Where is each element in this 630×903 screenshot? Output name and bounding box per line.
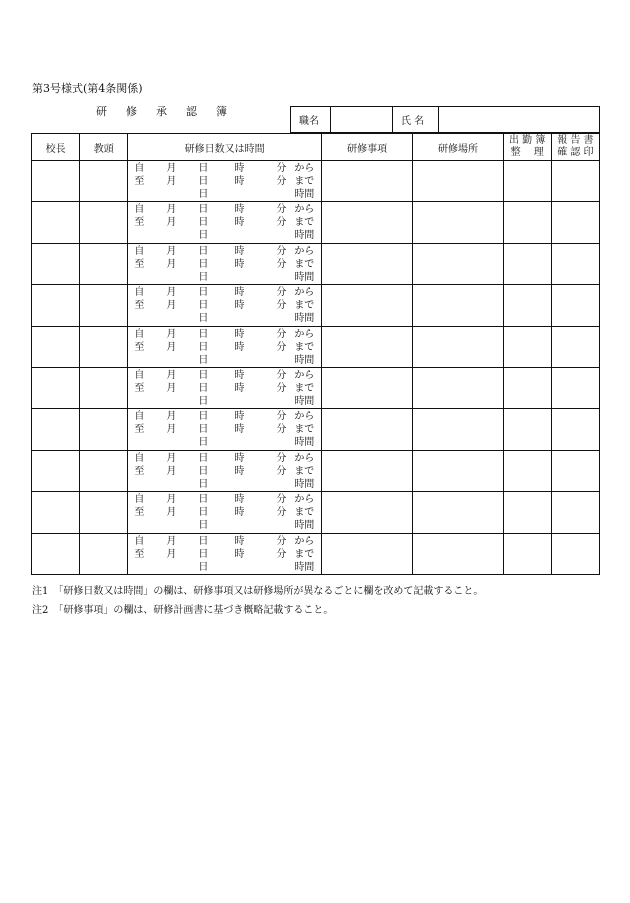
to-suffix: まで — [294, 176, 315, 187]
vice-principal-seal-cell[interactable] — [80, 492, 128, 533]
vice-principal-seal-cell[interactable] — [80, 161, 128, 202]
from-minute-unit: 分 — [276, 535, 287, 547]
report-cell[interactable] — [551, 326, 599, 367]
to-hour-unit: 時 — [234, 465, 245, 477]
to-label: 至 — [134, 217, 145, 229]
report-cell[interactable] — [551, 243, 599, 284]
to-hour-unit: 時 — [234, 382, 245, 394]
attendance-cell[interactable] — [503, 533, 551, 574]
to-minute-unit: 分 — [276, 258, 287, 270]
to-suffix: まで — [294, 507, 315, 519]
period-cell[interactable] — [128, 285, 322, 326]
header-report-line2: 確 認 印 — [557, 147, 594, 158]
report-cell[interactable] — [551, 367, 599, 408]
from-suffix: から — [294, 245, 315, 257]
from-minute-unit: 分 — [276, 204, 287, 216]
header-attendance-line1: 出 勤 簿 — [509, 135, 546, 146]
hours-unit: 時間 — [294, 189, 315, 200]
days-unit: 日 — [198, 313, 209, 325]
from-hour-unit: 時 — [234, 452, 245, 464]
to-minute-unit: 分 — [276, 465, 287, 477]
place-cell[interactable] — [413, 243, 503, 284]
from-minute-unit: 分 — [276, 452, 287, 464]
to-day-unit: 日 — [198, 217, 209, 229]
hours-unit: 時間 — [294, 520, 315, 532]
to-hour-unit: 時 — [234, 258, 245, 270]
attendance-cell[interactable] — [503, 409, 551, 450]
attendance-cell[interactable] — [503, 161, 551, 202]
name-label: 氏 名 — [393, 107, 439, 133]
position-label: 職名 — [291, 107, 331, 133]
to-label: 至 — [134, 176, 145, 187]
table-row — [32, 243, 600, 284]
table-row — [32, 202, 600, 243]
hours-unit: 時間 — [294, 395, 315, 407]
to-minute-unit: 分 — [276, 424, 287, 436]
to-hour-unit: 時 — [234, 176, 245, 187]
to-label: 至 — [134, 548, 145, 560]
days-unit: 日 — [198, 230, 209, 242]
from-month-unit: 月 — [166, 452, 177, 464]
to-suffix: まで — [294, 300, 315, 312]
to-month-unit: 月 — [166, 382, 177, 394]
to-hour-unit: 時 — [234, 300, 245, 312]
from-month-unit: 月 — [166, 204, 177, 216]
position-value[interactable] — [331, 107, 393, 133]
form-label: 第3号様式(第4条関係) — [32, 82, 143, 95]
from-minute-unit: 分 — [276, 287, 287, 299]
from-hour-unit: 時 — [234, 494, 245, 506]
to-day-unit: 日 — [198, 548, 209, 560]
from-hour-unit: 時 — [234, 328, 245, 340]
to-month-unit: 月 — [166, 465, 177, 477]
from-hour-unit: 時 — [234, 369, 245, 381]
subject-cell[interactable] — [321, 285, 412, 326]
to-day-unit: 日 — [198, 507, 209, 519]
from-label: 自 — [134, 163, 145, 174]
to-minute-unit: 分 — [276, 176, 287, 187]
report-cell[interactable] — [551, 492, 599, 533]
name-box — [290, 106, 600, 133]
from-day-unit: 日 — [198, 494, 209, 506]
table-body — [32, 161, 600, 575]
attendance-cell[interactable] — [503, 367, 551, 408]
from-hour-unit: 時 — [234, 411, 245, 423]
period-cell[interactable] — [128, 243, 322, 284]
from-suffix: から — [294, 287, 315, 299]
place-cell[interactable] — [413, 161, 503, 202]
principal-seal-cell[interactable] — [32, 409, 80, 450]
attendance-cell[interactable] — [503, 492, 551, 533]
from-day-unit: 日 — [198, 163, 209, 174]
table-row — [32, 285, 600, 326]
name-value[interactable] — [439, 107, 600, 133]
from-minute-unit: 分 — [276, 411, 287, 423]
place-cell[interactable] — [413, 492, 503, 533]
from-month-unit: 月 — [166, 494, 177, 506]
table-row — [32, 533, 600, 574]
period-cell[interactable] — [128, 367, 322, 408]
from-hour-unit: 時 — [234, 535, 245, 547]
to-suffix: まで — [294, 382, 315, 394]
to-hour-unit: 時 — [234, 217, 245, 229]
to-month-unit: 月 — [166, 258, 177, 270]
to-label: 至 — [134, 465, 145, 477]
place-cell[interactable] — [413, 409, 503, 450]
hours-unit: 時間 — [294, 478, 315, 490]
vice-principal-seal-cell[interactable] — [80, 533, 128, 574]
days-unit: 日 — [198, 437, 209, 449]
header-vice-principal: 教頭 — [80, 134, 128, 161]
from-suffix: から — [294, 204, 315, 216]
days-unit: 日 — [198, 478, 209, 490]
report-cell[interactable] — [551, 533, 599, 574]
to-suffix: まで — [294, 424, 315, 436]
vice-principal-seal-cell[interactable] — [80, 326, 128, 367]
to-month-unit: 月 — [166, 300, 177, 312]
principal-seal-cell[interactable] — [32, 202, 80, 243]
from-suffix: から — [294, 411, 315, 423]
from-day-unit: 日 — [198, 328, 209, 340]
principal-seal-cell[interactable] — [32, 243, 80, 284]
note-2: 注2 「研修事項」の欄は、研修計画書に基づき概略記載すること。 — [32, 605, 334, 616]
from-label: 自 — [134, 328, 145, 340]
table-row — [32, 326, 600, 367]
to-month-unit: 月 — [166, 217, 177, 229]
place-cell[interactable] — [413, 533, 503, 574]
to-month-unit: 月 — [166, 424, 177, 436]
to-label: 至 — [134, 382, 145, 394]
training-record-table — [31, 133, 600, 575]
report-cell[interactable] — [551, 202, 599, 243]
days-unit: 日 — [198, 561, 209, 573]
principal-seal-cell[interactable] — [32, 161, 80, 202]
from-suffix: から — [294, 328, 315, 340]
principal-seal-cell[interactable] — [32, 450, 80, 491]
report-cell[interactable] — [551, 450, 599, 491]
from-hour-unit: 時 — [234, 163, 245, 174]
subject-cell[interactable] — [321, 533, 412, 574]
from-month-unit: 月 — [166, 411, 177, 423]
from-day-unit: 日 — [198, 245, 209, 257]
to-suffix: まで — [294, 548, 315, 560]
period-cell[interactable] — [128, 161, 322, 202]
from-label: 自 — [134, 411, 145, 423]
to-label: 至 — [134, 300, 145, 312]
to-month-unit: 月 — [166, 548, 177, 560]
from-suffix: から — [294, 535, 315, 547]
days-unit: 日 — [198, 520, 209, 532]
vice-principal-seal-cell[interactable] — [80, 450, 128, 491]
to-minute-unit: 分 — [276, 217, 287, 229]
vice-principal-seal-cell[interactable] — [80, 409, 128, 450]
from-label: 自 — [134, 494, 145, 506]
place-cell[interactable] — [413, 326, 503, 367]
from-day-unit: 日 — [198, 204, 209, 216]
from-month-unit: 月 — [166, 535, 177, 547]
from-label: 自 — [134, 245, 145, 257]
hours-unit: 時間 — [294, 561, 315, 573]
to-day-unit: 日 — [198, 465, 209, 477]
from-label: 自 — [134, 452, 145, 464]
period-cell[interactable] — [128, 450, 322, 491]
to-hour-unit: 時 — [234, 548, 245, 560]
principal-seal-cell[interactable] — [32, 367, 80, 408]
header-report-line1: 報 告 書 — [557, 135, 594, 146]
header-attendance — [503, 134, 551, 161]
from-minute-unit: 分 — [276, 494, 287, 506]
place-cell[interactable] — [413, 285, 503, 326]
place-cell[interactable] — [413, 367, 503, 408]
place-cell[interactable] — [413, 450, 503, 491]
from-minute-unit: 分 — [276, 328, 287, 340]
to-suffix: まで — [294, 217, 315, 229]
attendance-cell[interactable] — [503, 326, 551, 367]
to-label: 至 — [134, 424, 145, 436]
from-label: 自 — [134, 535, 145, 547]
table-row — [32, 161, 600, 202]
principal-seal-cell[interactable] — [32, 492, 80, 533]
hours-unit: 時間 — [294, 313, 315, 325]
header-report — [551, 134, 599, 161]
subject-cell[interactable] — [321, 202, 412, 243]
to-month-unit: 月 — [166, 341, 177, 353]
from-suffix: から — [294, 163, 315, 174]
to-day-unit: 日 — [198, 424, 209, 436]
attendance-cell[interactable] — [503, 243, 551, 284]
to-label: 至 — [134, 258, 145, 270]
table-row — [32, 492, 600, 533]
days-unit: 日 — [198, 354, 209, 366]
hours-unit: 時間 — [294, 230, 315, 242]
subject-cell[interactable] — [321, 492, 412, 533]
from-day-unit: 日 — [198, 287, 209, 299]
header-place: 研修場所 — [413, 134, 503, 161]
to-day-unit: 日 — [198, 300, 209, 312]
to-minute-unit: 分 — [276, 341, 287, 353]
principal-seal-cell[interactable] — [32, 326, 80, 367]
to-day-unit: 日 — [198, 341, 209, 353]
to-suffix: まで — [294, 341, 315, 353]
period-cell[interactable] — [128, 533, 322, 574]
to-label: 至 — [134, 341, 145, 353]
to-minute-unit: 分 — [276, 300, 287, 312]
vice-principal-seal-cell[interactable] — [80, 285, 128, 326]
subject-cell[interactable] — [321, 450, 412, 491]
header-period: 研修日数又は時間 — [128, 134, 322, 161]
to-minute-unit: 分 — [276, 382, 287, 394]
to-minute-unit: 分 — [276, 507, 287, 519]
from-month-unit: 月 — [166, 369, 177, 381]
from-label: 自 — [134, 369, 145, 381]
from-hour-unit: 時 — [234, 245, 245, 257]
from-day-unit: 日 — [198, 369, 209, 381]
days-unit: 日 — [198, 271, 209, 283]
to-day-unit: 日 — [198, 176, 209, 187]
from-day-unit: 日 — [198, 535, 209, 547]
from-day-unit: 日 — [198, 452, 209, 464]
attendance-cell[interactable] — [503, 450, 551, 491]
from-month-unit: 月 — [166, 163, 177, 174]
days-unit: 日 — [198, 189, 209, 200]
from-label: 自 — [134, 287, 145, 299]
from-minute-unit: 分 — [276, 163, 287, 174]
table-row — [32, 409, 600, 450]
vice-principal-seal-cell[interactable] — [80, 202, 128, 243]
attendance-cell[interactable] — [503, 202, 551, 243]
subject-cell[interactable] — [321, 326, 412, 367]
to-hour-unit: 時 — [234, 424, 245, 436]
hours-unit: 時間 — [294, 437, 315, 449]
table-row — [32, 450, 600, 491]
from-suffix: から — [294, 494, 315, 506]
hours-unit: 時間 — [294, 271, 315, 283]
place-cell[interactable] — [413, 202, 503, 243]
from-suffix: から — [294, 452, 315, 464]
to-month-unit: 月 — [166, 507, 177, 519]
subject-cell[interactable] — [321, 243, 412, 284]
table-row — [32, 367, 600, 408]
from-suffix: から — [294, 369, 315, 381]
period-cell[interactable] — [128, 202, 322, 243]
subject-cell[interactable] — [321, 409, 412, 450]
hours-unit: 時間 — [294, 354, 315, 366]
header-attendance-line2: 整 理 — [510, 147, 544, 158]
to-suffix: まで — [294, 465, 315, 477]
from-hour-unit: 時 — [234, 204, 245, 216]
to-day-unit: 日 — [198, 382, 209, 394]
header-principal: 校長 — [32, 134, 80, 161]
from-day-unit: 日 — [198, 411, 209, 423]
report-cell[interactable] — [551, 409, 599, 450]
period-cell[interactable] — [128, 409, 322, 450]
from-label: 自 — [134, 204, 145, 216]
days-unit: 日 — [198, 395, 209, 407]
page-title: 研修承認簿 — [96, 105, 246, 118]
principal-seal-cell[interactable] — [32, 285, 80, 326]
from-minute-unit: 分 — [276, 245, 287, 257]
report-cell[interactable] — [551, 161, 599, 202]
note-1: 注1 「研修日数又は時間」の欄は、研修事項又は研修場所が異なるごとに欄を改めて記載すること。 — [32, 586, 484, 597]
notes — [32, 582, 483, 620]
period-cell[interactable] — [128, 326, 322, 367]
period-cell[interactable] — [128, 492, 322, 533]
from-month-unit: 月 — [166, 245, 177, 257]
to-label: 至 — [134, 507, 145, 519]
subject-cell[interactable] — [321, 367, 412, 408]
vice-principal-seal-cell[interactable] — [80, 243, 128, 284]
report-cell[interactable] — [551, 285, 599, 326]
principal-seal-cell[interactable] — [32, 533, 80, 574]
from-hour-unit: 時 — [234, 287, 245, 299]
header-subject: 研修事項 — [321, 134, 412, 161]
to-suffix: まで — [294, 258, 315, 270]
to-hour-unit: 時 — [234, 341, 245, 353]
to-hour-unit: 時 — [234, 507, 245, 519]
attendance-cell[interactable] — [503, 285, 551, 326]
to-minute-unit: 分 — [276, 548, 287, 560]
from-minute-unit: 分 — [276, 369, 287, 381]
to-day-unit: 日 — [198, 258, 209, 270]
from-month-unit: 月 — [166, 328, 177, 340]
to-month-unit: 月 — [166, 176, 177, 187]
vice-principal-seal-cell[interactable] — [80, 367, 128, 408]
from-month-unit: 月 — [166, 287, 177, 299]
subject-cell[interactable] — [321, 161, 412, 202]
